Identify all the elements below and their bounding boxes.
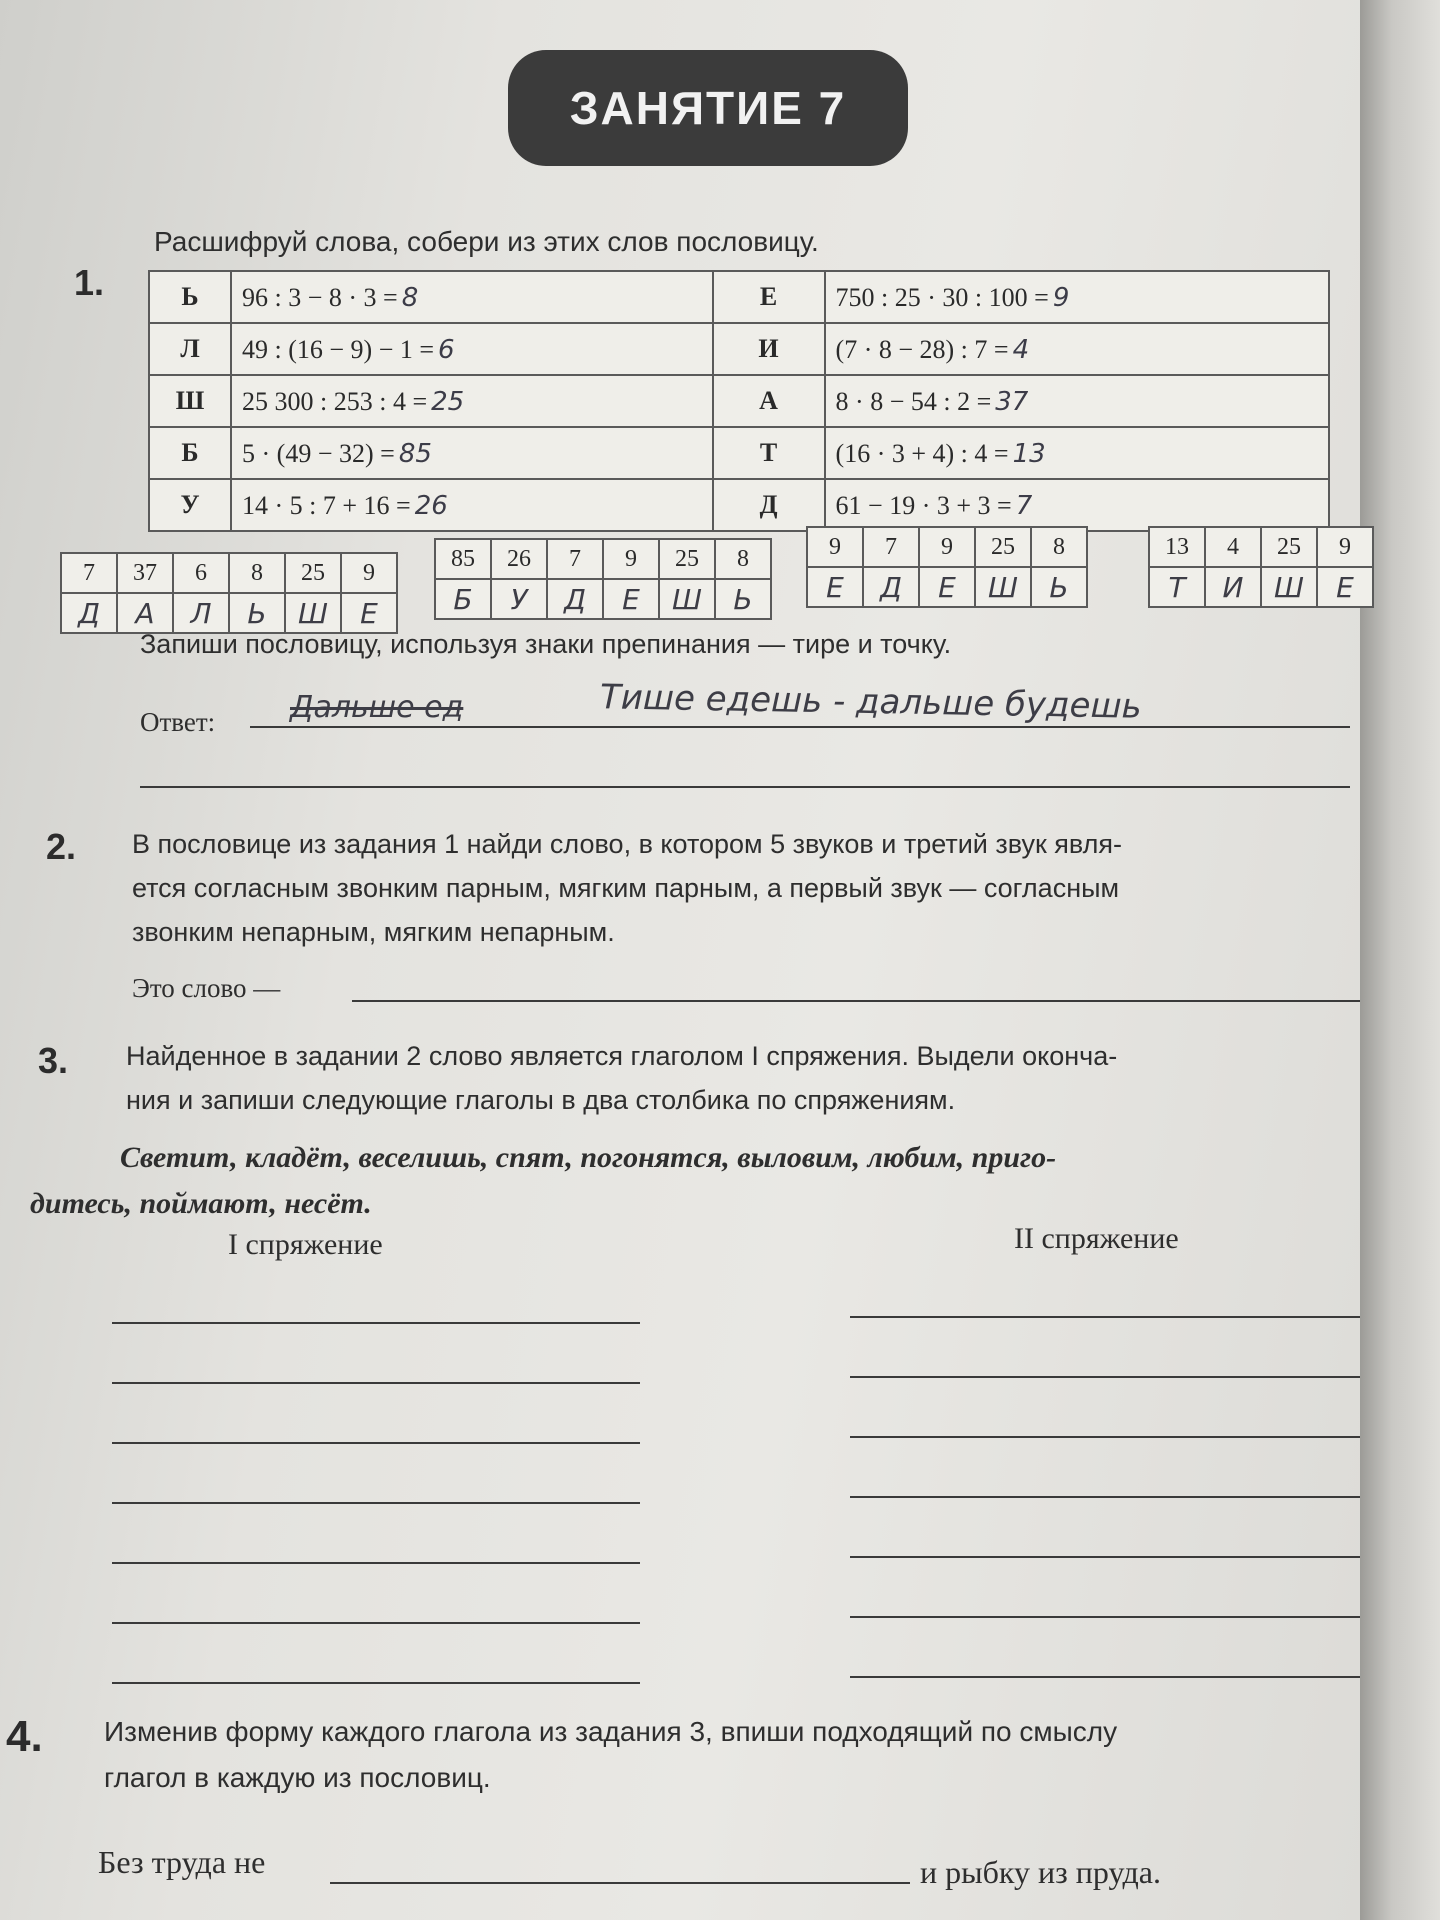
task3-verbs-line-2: дитесь, поймают, несёт. xyxy=(30,1187,372,1220)
cipher-letter: Б xyxy=(149,427,231,479)
cipher-letter: Ь xyxy=(149,271,231,323)
answer-struck-text: Дальше ед xyxy=(290,690,464,725)
grid-number-cell: 25 xyxy=(659,539,715,579)
grid-number-row xyxy=(1149,527,1373,567)
cipher-row xyxy=(149,323,1329,375)
cipher-expression-cell xyxy=(825,375,1329,427)
cipher-expression: 8 · 8 − 54 : 2 = xyxy=(835,386,992,416)
cipher-answer: 85 xyxy=(398,438,432,469)
cipher-expression: 750 : 25 · 30 : 100 = xyxy=(835,282,1049,312)
grid-letter-cell: Ш xyxy=(285,593,341,633)
task2-answer-line xyxy=(352,1000,1360,1002)
cipher-expression-cell xyxy=(825,271,1329,323)
grid-number-cell: 9 xyxy=(341,553,397,593)
grid-letter-cell: И xyxy=(1205,567,1261,607)
task2-line-1: В пословице из задания 1 найди слово, в котором 5 звуков и третий звук явля- xyxy=(132,829,1123,859)
cipher-row xyxy=(149,375,1329,427)
grid-letter-cell: У xyxy=(491,579,547,619)
grid-number-cell: 9 xyxy=(603,539,659,579)
cipher-expression: 5 · (49 − 32) = xyxy=(242,438,395,468)
conjugation-1-writing-line xyxy=(112,1322,640,1324)
cipher-answer: 4 xyxy=(1012,334,1030,365)
grid-letter-cell: Е xyxy=(603,579,659,619)
grid-number-cell: 13 xyxy=(1149,527,1205,567)
grid-number-cell: 8 xyxy=(1031,527,1087,567)
conjugation-2-writing-line xyxy=(850,1496,1360,1498)
task2-answer-label: Это слово — xyxy=(132,973,281,1003)
proverb-blank-line xyxy=(330,1882,910,1884)
column-title-conjugation-2: II спряжение xyxy=(1014,1222,1179,1255)
task3-number: 3. xyxy=(38,1040,69,1081)
task3-verbs-line-1: Светит, кладёт, веселишь, спят, погонятся, выловим, любим, приго- xyxy=(120,1141,1057,1174)
grid-letter-cell: Ш xyxy=(1261,567,1317,607)
task1-instruction: Расшифруй слова, собери из этих слов пословицу. xyxy=(154,226,819,257)
grid-letter-row xyxy=(435,579,771,619)
grid-letter-cell: Ь xyxy=(229,593,285,633)
conjugation-2-writing-line xyxy=(850,1616,1360,1618)
grid-number-cell: 9 xyxy=(807,527,863,567)
grid-number-cell: 25 xyxy=(285,553,341,593)
grid-number-cell: 26 xyxy=(491,539,547,579)
answer-label: Ответ: xyxy=(140,707,216,737)
cipher-expression-cell xyxy=(825,479,1329,531)
grid-letter-cell: Е xyxy=(1317,567,1373,607)
cipher-answer: 37 xyxy=(995,386,1029,417)
cipher-letter: А xyxy=(713,375,825,427)
answer-line-2 xyxy=(140,786,1350,788)
conjugation-2-writing-line xyxy=(850,1436,1360,1438)
grid-letter-cell: Б xyxy=(435,579,491,619)
grid-number-cell: 4 xyxy=(1205,527,1261,567)
cipher-expression-cell xyxy=(231,427,713,479)
task2-line-2: ется согласным звонким парным, мягким парным, а первый звук — согласным xyxy=(132,873,1120,903)
grid-letter-cell: Е xyxy=(807,567,863,607)
decode-grid-4 xyxy=(1148,526,1374,608)
grid-letter-cell: Д xyxy=(863,567,919,607)
grid-number-cell: 37 xyxy=(117,553,173,593)
cipher-letter: У xyxy=(149,479,231,531)
cipher-expression: 96 : 3 − 8 · 3 = xyxy=(242,282,398,312)
cipher-expression: 14 · 5 : 7 + 16 = xyxy=(242,490,411,520)
cipher-answer: 9 xyxy=(1052,282,1070,313)
cipher-letter: Е xyxy=(713,271,825,323)
grid-letter-cell: Ь xyxy=(1031,567,1087,607)
grid-letter-cell: А xyxy=(117,593,173,633)
page-edge xyxy=(1360,0,1440,1920)
grid-letter-cell: Т xyxy=(1149,567,1205,607)
task3-line-2: ния и запиши следующие глаголы в два столбика по спряжениям. xyxy=(126,1085,956,1115)
cipher-row xyxy=(149,271,1329,323)
grid-letter-cell: Л xyxy=(173,593,229,633)
conjugation-1-writing-line xyxy=(112,1622,640,1624)
grid-letter-cell: Ш xyxy=(975,567,1031,607)
grid-letter-cell: Д xyxy=(547,579,603,619)
grid-number-cell: 6 xyxy=(173,553,229,593)
cipher-row xyxy=(149,479,1329,531)
grid-letter-row xyxy=(1149,567,1373,607)
grid-letter-cell: Е xyxy=(919,567,975,607)
cipher-expression: (7 · 8 − 28) : 7 = xyxy=(835,334,1009,364)
task4-number: 4. xyxy=(6,1712,43,1761)
cipher-table xyxy=(148,270,1330,532)
task2-line-3: звонким непарным, мягким непарным. xyxy=(132,917,615,947)
lesson-title: ЗАНЯТИЕ 7 xyxy=(508,50,908,166)
proverb-start: Без труда не xyxy=(98,1844,266,1880)
cipher-row xyxy=(149,427,1329,479)
conjugation-1-writing-line xyxy=(112,1562,640,1564)
conjugation-2-writing-line xyxy=(850,1316,1360,1318)
cipher-answer: 6 xyxy=(438,334,455,365)
cipher-letter: И xyxy=(713,323,825,375)
grid-number-cell: 9 xyxy=(1317,527,1373,567)
grid-number-row xyxy=(435,539,771,579)
answer-line-1 xyxy=(250,726,1350,728)
grid-letter-cell: Ш xyxy=(659,579,715,619)
cipher-letter: Ш xyxy=(149,375,231,427)
conjugation-1-writing-line xyxy=(112,1442,640,1444)
column-title-conjugation-1: I спряжение xyxy=(228,1228,383,1261)
cipher-expression: 49 : (16 − 9) − 1 = xyxy=(242,334,435,364)
grid-number-cell: 25 xyxy=(975,527,1031,567)
task2-number: 2. xyxy=(46,826,77,867)
grid-number-row xyxy=(807,527,1087,567)
cipher-expression-cell xyxy=(231,479,713,531)
cipher-expression-cell xyxy=(825,323,1329,375)
cipher-expression: 25 300 : 253 : 4 = xyxy=(242,386,428,416)
grid-letter-cell: Д xyxy=(61,593,117,633)
grid-number-cell: 8 xyxy=(229,553,285,593)
task1-number: 1. xyxy=(74,262,105,303)
conjugation-2-writing-line xyxy=(850,1556,1360,1558)
decode-grid-3 xyxy=(806,526,1088,608)
conjugation-1-writing-line xyxy=(112,1382,640,1384)
cipher-expression: 61 − 19 · 3 + 3 = xyxy=(835,490,1012,520)
cipher-expression: (16 · 3 + 4) : 4 = xyxy=(835,438,1009,468)
answer-handwritten: Тише едешь - дальше будешь xyxy=(599,677,1143,727)
cipher-answer: 25 xyxy=(431,386,465,417)
grid-letter-cell: Ь xyxy=(715,579,771,619)
grid-number-cell: 7 xyxy=(547,539,603,579)
decode-grid-2 xyxy=(434,538,772,620)
conjugation-1-writing-line xyxy=(112,1682,640,1684)
cipher-answer: 26 xyxy=(414,490,448,521)
grid-number-cell: 7 xyxy=(863,527,919,567)
grid-number-row xyxy=(61,553,397,593)
punctuation-instruction: Запиши пословицу, используя знаки препинания — тире и точку. xyxy=(140,629,952,659)
cipher-letter: Д xyxy=(713,479,825,531)
grid-number-cell: 25 xyxy=(1261,527,1317,567)
cipher-answer: 8 xyxy=(401,282,419,313)
proverb-end: и рыбку из пруда. xyxy=(920,1854,1161,1890)
grid-number-cell: 8 xyxy=(715,539,771,579)
grid-number-cell: 7 xyxy=(61,553,117,593)
cipher-expression-cell xyxy=(231,271,713,323)
cipher-letter: Л xyxy=(149,323,231,375)
task3-line-1: Найденное в задании 2 слово является глаголом I спряжения. Выдели оконча- xyxy=(126,1041,1118,1071)
cipher-expression-cell xyxy=(231,323,713,375)
cipher-expression-cell xyxy=(231,375,713,427)
conjugation-2-writing-line xyxy=(850,1676,1360,1678)
grid-letter-cell: Е xyxy=(341,593,397,633)
task4-line-1: Изменив форму каждого глагола из задания 3, впиши подходящий по смыслу xyxy=(104,1716,1118,1747)
cipher-answer: 13 xyxy=(1012,438,1046,469)
conjugation-1-writing-line xyxy=(112,1502,640,1504)
conjugation-2-writing-line xyxy=(850,1376,1360,1378)
cipher-expression-cell xyxy=(825,427,1329,479)
grid-letter-row xyxy=(807,567,1087,607)
grid-number-cell: 85 xyxy=(435,539,491,579)
grid-number-cell: 9 xyxy=(919,527,975,567)
cipher-letter: Т xyxy=(713,427,825,479)
cipher-answer: 7 xyxy=(1015,490,1033,521)
task4-line-2: глагол в каждую из пословиц. xyxy=(104,1762,491,1793)
